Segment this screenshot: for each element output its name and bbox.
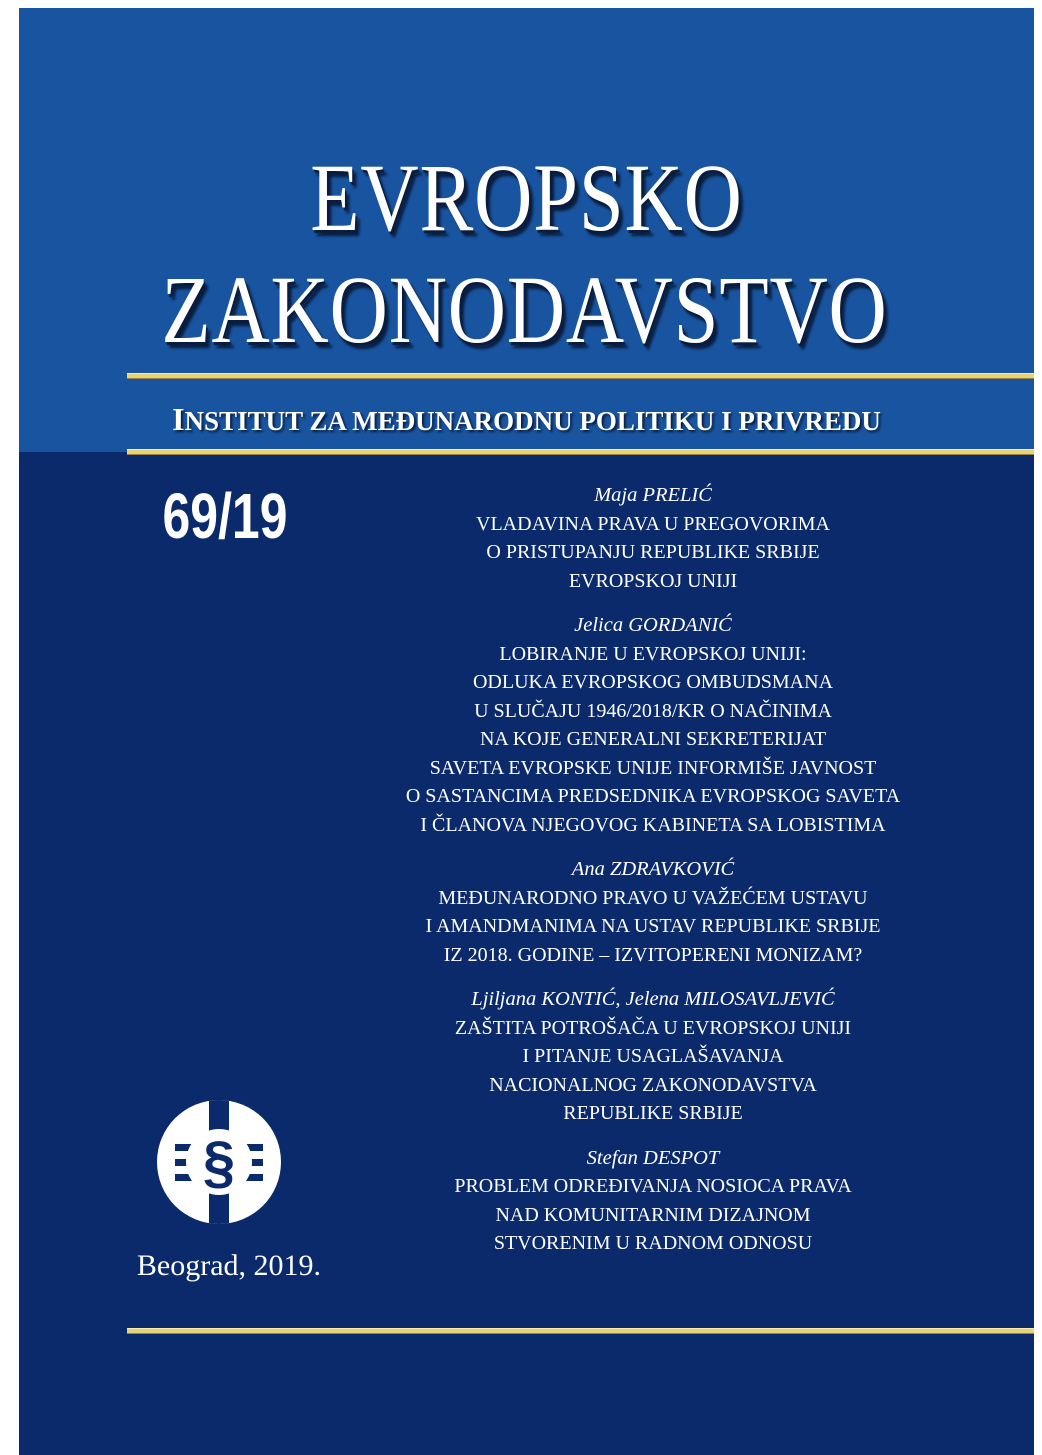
article-title-line: PROBLEM ODREĐIVANJA NOSIOCA PRAVA (454, 1175, 852, 1197)
article-title-line: O PRISTUPANJU REPUBLIKE SRBIJE (486, 541, 820, 563)
article-entry (353, 611, 953, 839)
article-title-line: MEĐUNARODNO PRAVO U VAŽEĆEM USTAVU (438, 886, 868, 909)
article-entry (353, 855, 953, 969)
article-author: Ljiljana KONTIĆ, Jelena MILOSAVLJEVIĆ (471, 988, 835, 1010)
article-author: Stefan DESPOT (586, 1146, 720, 1169)
journal-title-line-1: EVROPSKO (310, 144, 743, 251)
article-title-line: VLADAVINA PRAVA U PREGOVORIMA (476, 512, 830, 535)
article-title-line: NA KOJE GENERALNI SEKRETERIJAT (479, 728, 827, 750)
article-title-line: IZ 2018. GODINE – IZVITOPERENI MONIZAM? (443, 943, 863, 966)
article-title-line: REPUBLIKE SRBIJE (563, 1102, 743, 1124)
issue-number: 69/19 (162, 480, 288, 552)
article-title-line: NAD KOMUNITARNIM DIZAJNOM (495, 1203, 811, 1226)
article-title (353, 510, 953, 596)
article-title-line: I ČLANOVA NJEGOVOG KABINETA SA LOBISTIMA (420, 813, 886, 836)
article-entry (353, 985, 953, 1128)
article-title-line: U SLUČAJU 1946/2018/KR O NAČINIMA (474, 699, 832, 722)
article-title (353, 884, 953, 970)
journal-cover (19, 8, 1034, 1455)
article-title-line: LOBIRANJE U EVROPSKOJ UNIJI: (499, 642, 807, 665)
article-title-line: NACIONALNOG ZAKONODAVSTVA (489, 1073, 817, 1096)
gold-divider-bottom (127, 1328, 1034, 1334)
gold-divider-top (127, 373, 1034, 379)
article-title-line: O SASTANCIMA PREDSEDNIKA EVROPSKOG SAVETA (405, 785, 901, 807)
article-title-line: ODLUKA EVROPSKOG OMBUDSMANA (472, 671, 834, 693)
article-title-line: SAVETA EVROPSKE UNIJE INFORMIŠE JAVNOST (429, 756, 877, 779)
institute-logo-icon (153, 1098, 285, 1226)
article-author: Jelica GORDANIĆ (574, 614, 732, 636)
publisher-initial: I (172, 401, 185, 437)
article-author: Maja PRELIĆ (594, 484, 712, 506)
place-and-year: Beograd, 2019. (136, 1249, 322, 1282)
article-title-line: I PITANJE USAGLAŠAVANJA (522, 1045, 784, 1067)
table-of-contents (353, 481, 953, 1274)
article-title-line: STVORENIM U RADNOM ODNOSU (493, 1232, 813, 1254)
article-title-line: EVROPSKOJ UNIJI (568, 569, 738, 592)
journal-title-line-2: ZAKONODAVSTVO (161, 256, 888, 363)
publisher-name (19, 401, 1034, 438)
article-title-line: I AMANDMANIMA NA USTAV REPUBLIKE SRBIJE (425, 915, 881, 937)
article-title (353, 1014, 953, 1128)
article-title-line: ZAŠTITA POTROŠAČA U EVROPSKOJ UNIJI (454, 1016, 852, 1039)
article-entry (353, 1144, 953, 1258)
article-title (353, 1172, 953, 1258)
article-entry (353, 481, 953, 595)
gold-divider-middle (127, 449, 1034, 455)
section-sign-glyph: § (202, 1130, 236, 1195)
publisher-name-rest: NSTITUT ZA MEĐUNARODNU POLITIKU I PRIVREDU (184, 406, 881, 436)
article-title (353, 640, 953, 840)
article-author: Ana ZDRAVKOVIĆ (571, 858, 735, 880)
